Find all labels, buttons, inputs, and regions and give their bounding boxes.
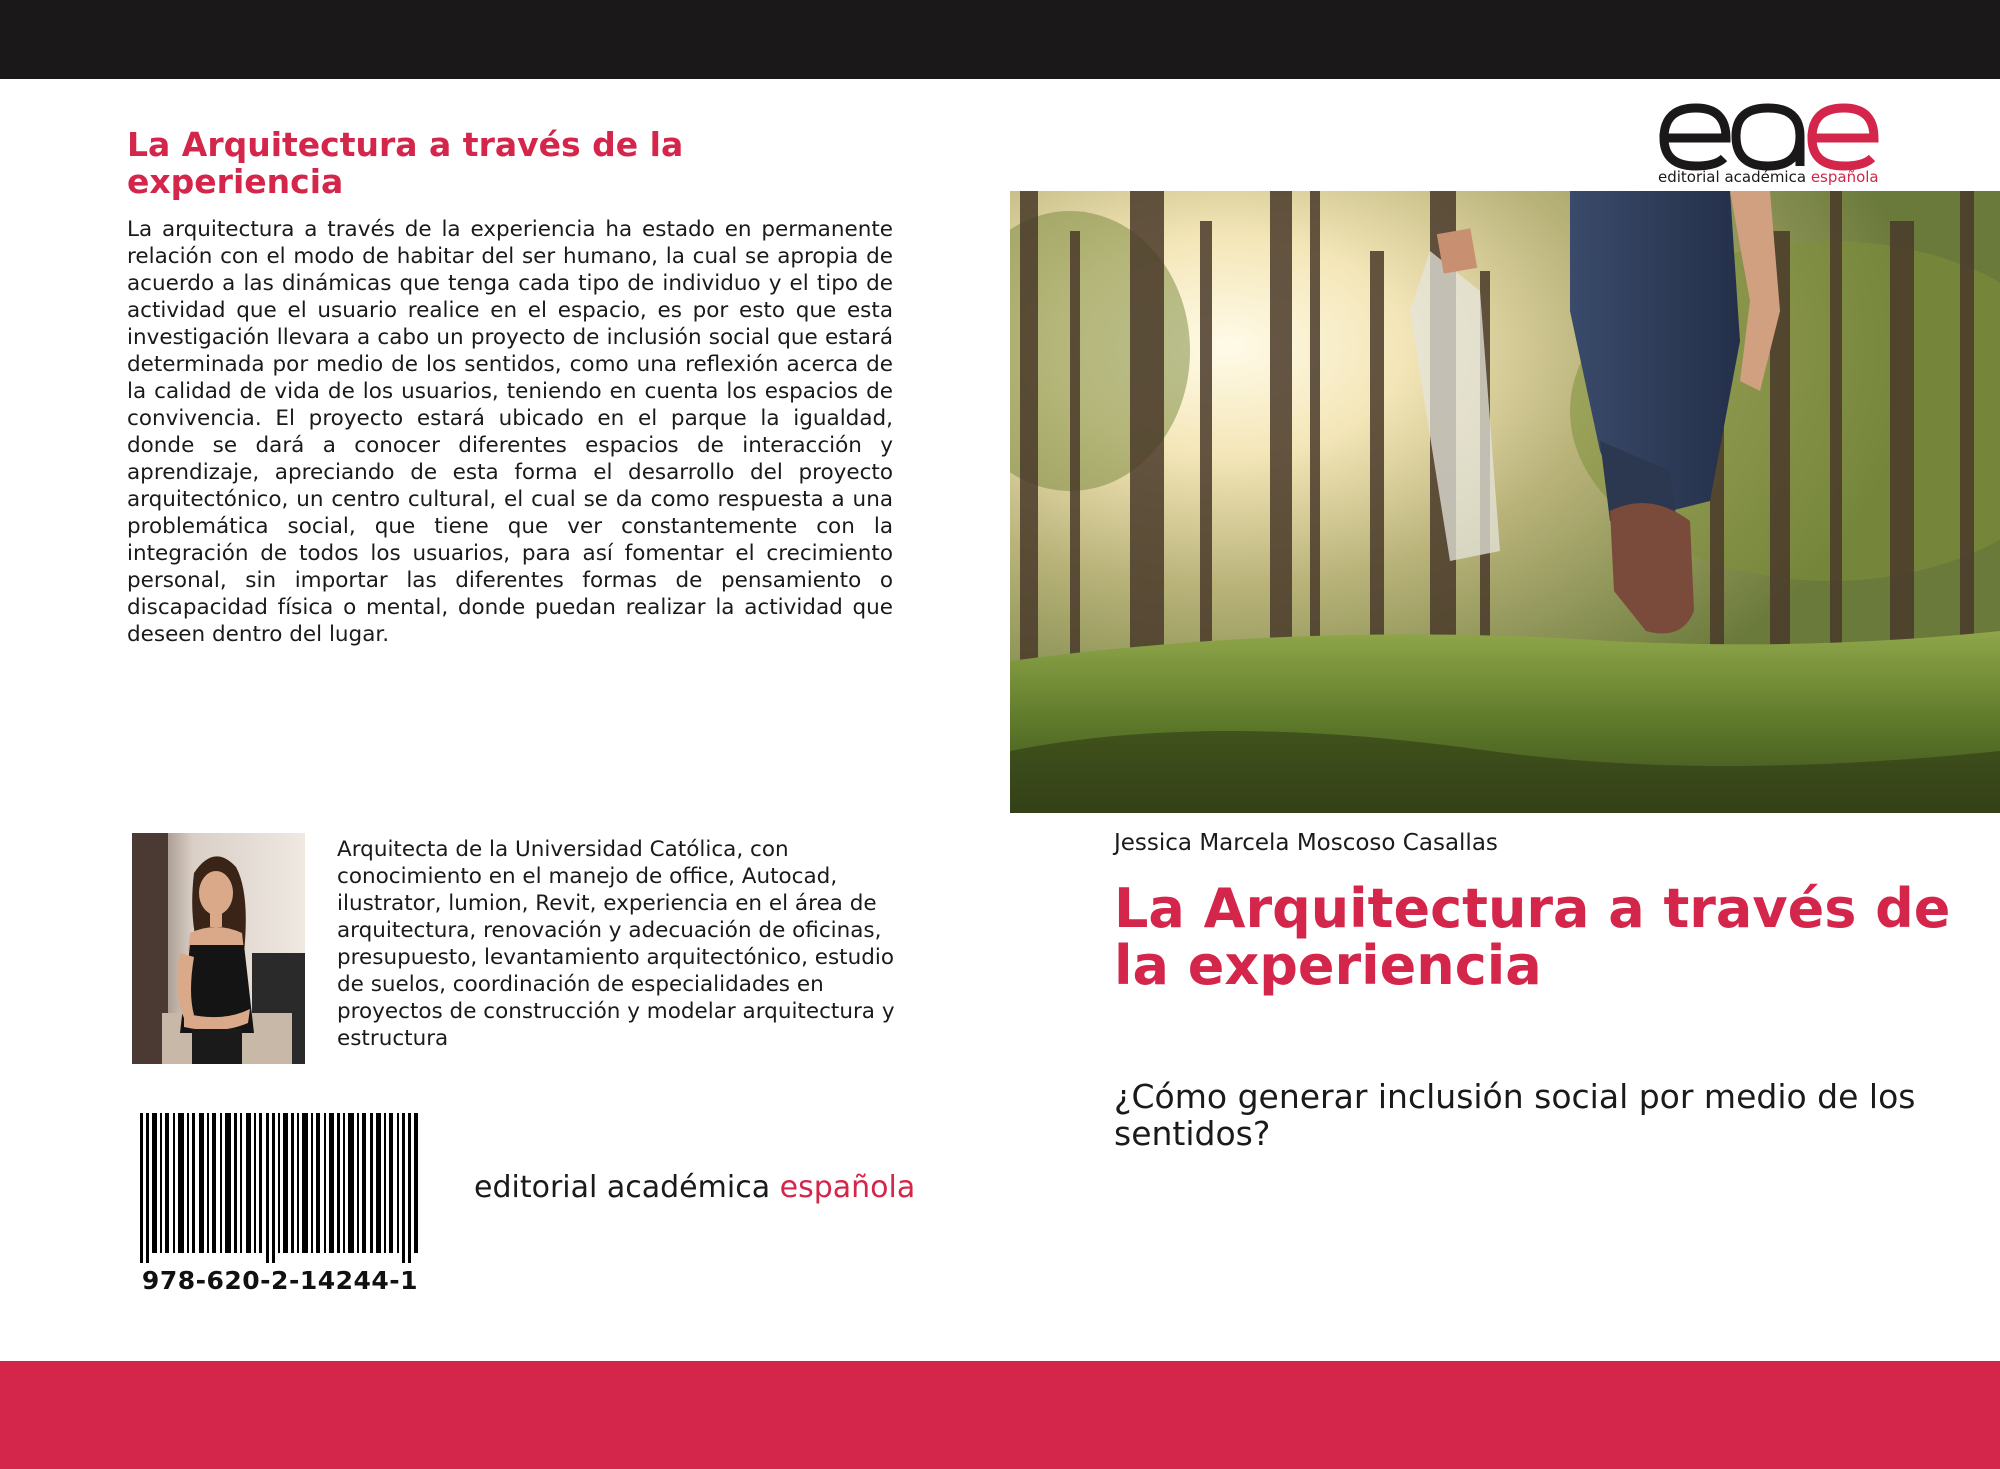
logo-caption-accent: española	[1810, 168, 1879, 186]
bottom-bar	[0, 1361, 2000, 1469]
back-cover-title: La Arquitectura a través de la experiencia	[127, 125, 684, 201]
front-cover-title: La Arquitectura a través de la experiencia	[1114, 877, 1951, 997]
front-cover-author: Jessica Marcela Moscoso Casallas	[1114, 830, 1498, 856]
cover-photo	[1010, 191, 2000, 813]
publisher-name-accent: española	[779, 1170, 916, 1205]
logo-caption	[1658, 168, 1884, 186]
isbn-number: 978-620-2-14244-1	[141, 1266, 419, 1295]
back-cover-blurb: La arquitectura a través de la experiencia ha estado en permanente relación con el modo de habitar del ser humano, la cual se apropia de acuerdo a las dinámicas que tenga cada tipo de individuo y el tipo de actividad que el usuario realice en el espacio, es por esto que esta investigación llevara a cabo un proyecto de inclusión social que estará determinada por medio de los sentidos, como una reflexión acerca de la calidad de vida de los usuarios, teniendo en cuenta los espacios de convivencia. El proyecto estará ubicado en el parque la igualdad, donde se dará a conocer diferentes espacios de interacción y aprendizaje, apreciando de esta forma el desarrollo del proyecto arquitectónico, un centro cultural, el cual se da como respuesta a una problemática social, que tiene que ver constantemente con la integración de todos los usuarios, para así fomentar el crecimiento personal, sin importar las diferentes formas de pensamiento o discapacidad física o mental, donde puedan realizar la actividad que deseen dentro del lugar.	[127, 217, 893, 647]
barcode-icon	[140, 1113, 420, 1263]
publisher-name	[474, 1170, 934, 1205]
front-cover-subtitle: ¿Cómo generar inclusión social por medio de los sentidos?	[1114, 1077, 1916, 1153]
author-bio: Arquitecta de la Universidad Católica, con conocimiento en el manejo de office, Autocad, ilustrator, lumion, Revit, experiencia en el área de arquitectura, renovación y adecuación de oficinas, presupuesto, levantamiento arquitectónico, estudio de suelos, coordinación de especialidades en proyectos de construcción y modelar arquitectura y estructura	[337, 837, 895, 1051]
logo-caption-main: editorial académica	[1658, 168, 1807, 186]
publisher-name-main: editorial académica	[474, 1170, 771, 1205]
author-photo	[132, 833, 305, 1064]
top-bar	[0, 0, 2000, 79]
